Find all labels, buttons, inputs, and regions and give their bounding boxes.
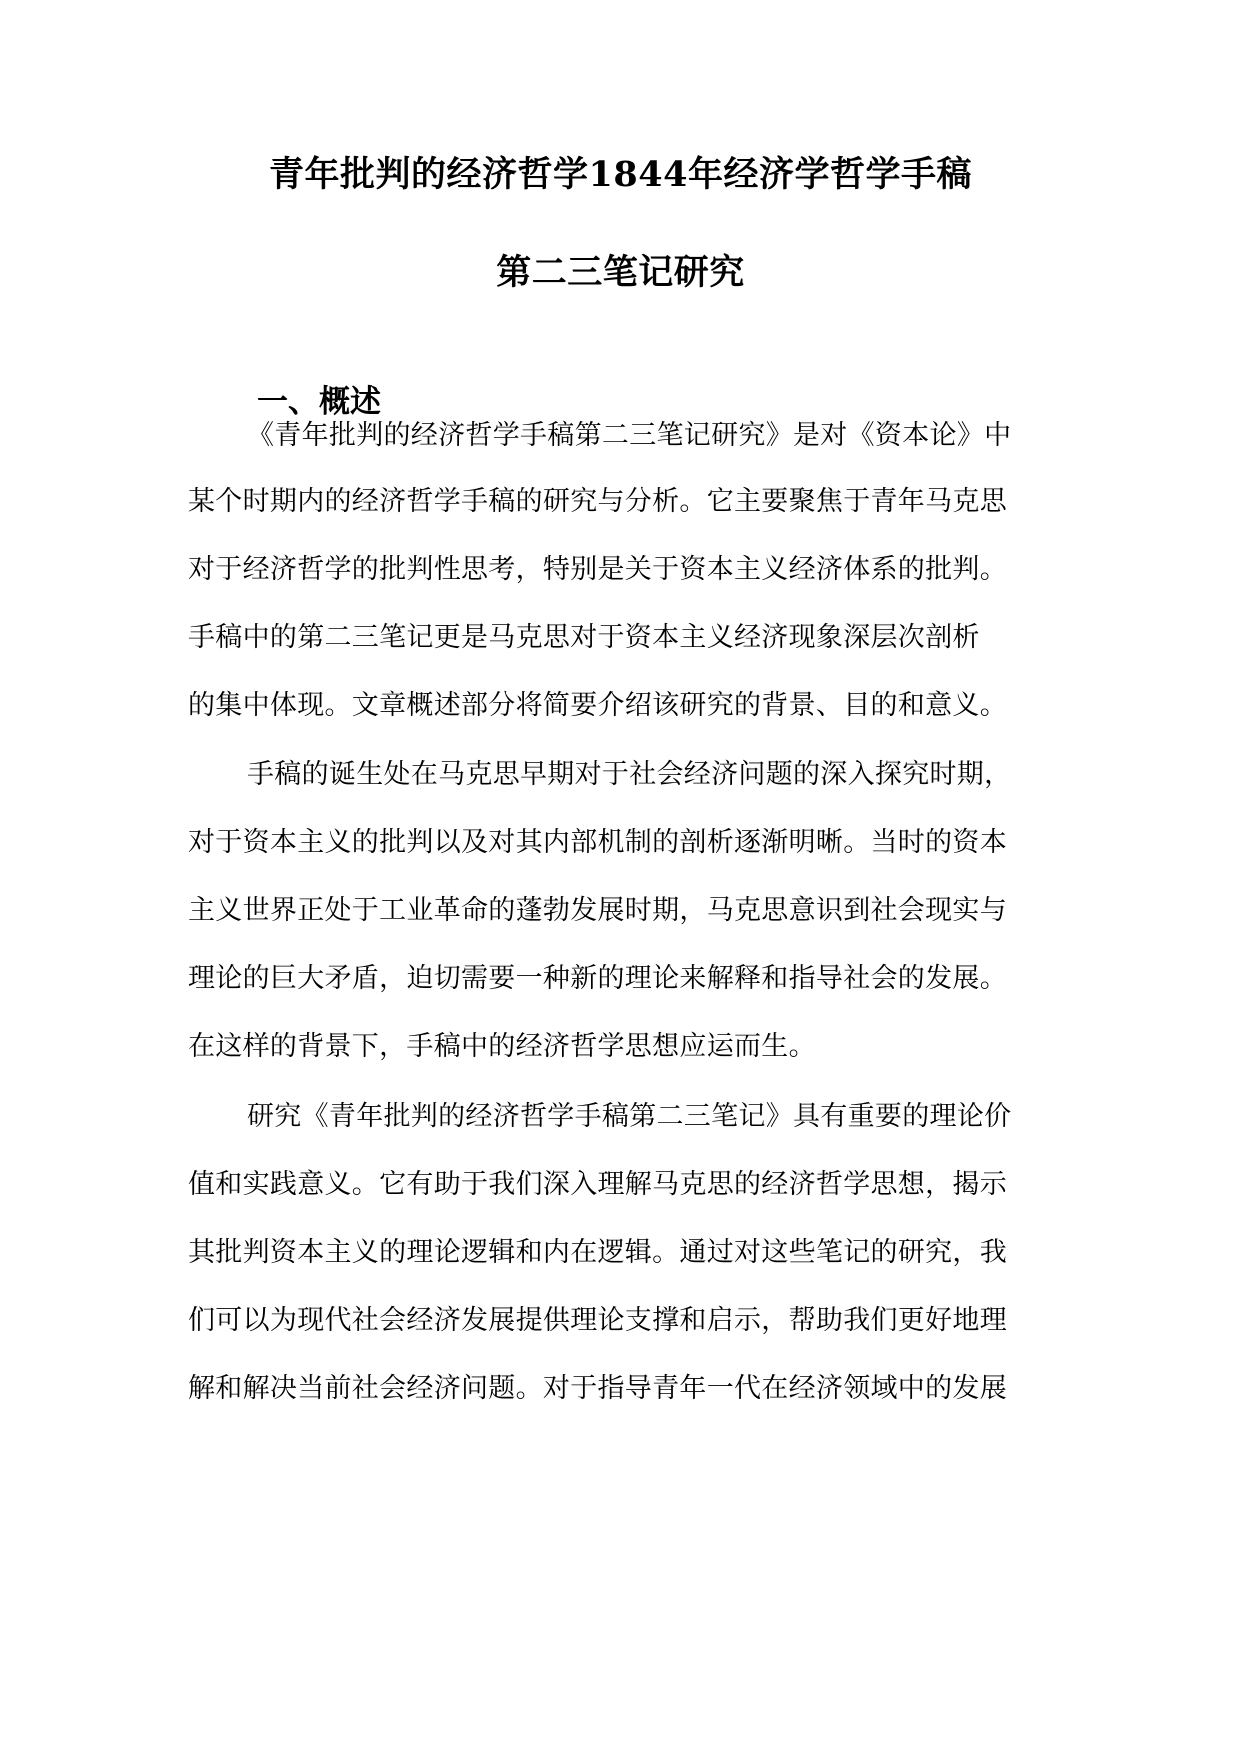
paragraph-3-line-2: 值和实践意义。它有助于我们深入理解马克思的经济哲学思想，揭示 — [188, 1169, 1007, 1200]
paragraph-2-line-5: 在这样的背景下，手稿中的经济哲学思想应运而生。 — [188, 1031, 816, 1062]
paragraph-3-line-5: 解和解决当前社会经济问题。对于指导青年一代在经济领域中的发展 — [188, 1373, 1007, 1404]
section-heading-overview: 一、概述 — [257, 384, 381, 420]
paragraph-3-line-1: 研究《青年批判的经济哲学手稿第二三笔记》具有重要的理论价 — [247, 1101, 1012, 1132]
paragraph-1-line-4: 手稿中的第二三笔记更是马克思对于资本主义经济现象深层次剖析 — [188, 622, 980, 653]
paragraph-1-line-5: 的集中体现。文章概述部分将简要介绍该研究的背景、目的和意义。 — [188, 690, 1007, 721]
paragraph-1-line-1: 《青年批判的经济哲学手稿第二三笔记研究》是对《资本论》中 — [247, 420, 1012, 451]
paragraph-3-line-4: 们可以为现代社会经济发展提供理论支撑和启示，帮助我们更好地理 — [188, 1305, 1007, 1336]
paragraph-2-line-2: 对于资本主义的批判以及对其内部机制的剖析逐渐明晰。当时的资本 — [188, 827, 1007, 858]
paragraph-2-line-3: 主义世界正处于工业革命的蓬勃发展时期，马克思意识到社会现实与 — [188, 895, 1007, 926]
paragraph-1-line-2: 某个时期内的经济哲学手稿的研究与分析。它主要聚焦于青年马克思 — [188, 486, 1007, 517]
document-title-line-1: 青年批判的经济哲学1844年经济学哲学手稿 — [269, 154, 972, 195]
paragraph-2-line-1: 手稿的诞生处在马克思早期对于社会经济问题的深入探究时期， — [247, 759, 1012, 790]
paragraph-1-line-3: 对于经济哲学的批判性思考，特别是关于资本主义经济体系的批判。 — [188, 554, 1007, 585]
paragraph-3-line-3: 其批判资本主义的理论逻辑和内在逻辑。通过对这些笔记的研究，我 — [188, 1237, 1007, 1268]
paragraph-2-line-4: 理论的巨大矛盾，迫切需要一种新的理论来解释和指导社会的发展。 — [188, 963, 1007, 994]
document-title-line-2: 第二三笔记研究 — [496, 252, 745, 293]
